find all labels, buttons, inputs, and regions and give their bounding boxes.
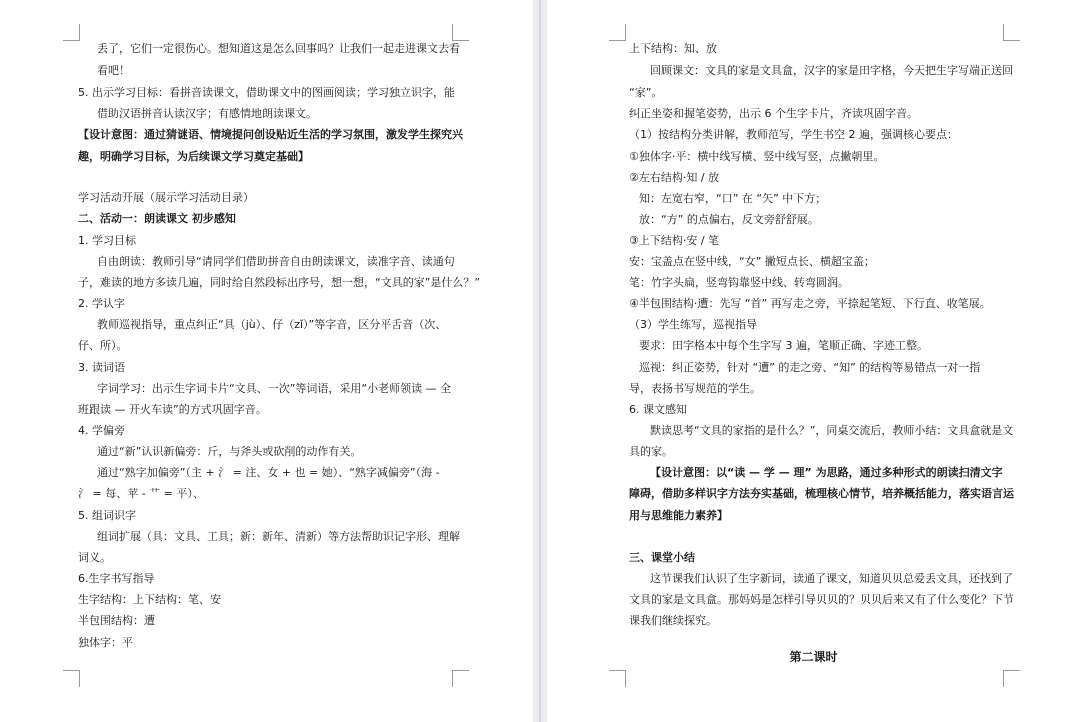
text-line: 丢了，它们一定很伤心。想知道这是怎么回事吗？让我们一起走进课文去看 xyxy=(97,42,460,55)
text-line: （3）学生练写，巡视指导 xyxy=(629,318,757,331)
text-line: 生字结构：上下结构：笔、安 xyxy=(78,593,221,606)
list-item: 6. 课文感知 xyxy=(629,403,687,416)
text-line: 借助汉语拼音认读汉字；有感情地朗读课文。 xyxy=(97,107,317,120)
text-line: 放：“方” 的点偏右，反文旁舒舒展。 xyxy=(639,213,819,226)
text-line: 班跟读 — 开火车读”的方式巩固字音。 xyxy=(78,403,267,416)
section-heading: 学习活动开展（展示学习活动目录） xyxy=(78,191,254,204)
text-line: （1）按结构分类讲解，教师范写，学生书空 2 遍，强调核心要点： xyxy=(629,128,958,141)
text-line: 默读思考“文具的家指的是什么？”，同桌交流后，教师小结：文具盒就是文 xyxy=(650,424,1014,437)
crop-mark-bottom-right xyxy=(452,670,469,687)
list-item: 4. 学偏旁 xyxy=(78,424,125,437)
text-line: ①独体字·平：横中线写横、竖中线写竖，点撇朝里。 xyxy=(629,150,885,163)
text-line: 课我们继续探究。 xyxy=(629,614,717,627)
text-line: 半包围结构：遭 xyxy=(78,614,155,627)
text-line: 纠正坐姿和握笔姿势，出示 6 个生字卡片，齐读巩固字音。 xyxy=(629,107,918,120)
left-page xyxy=(0,0,533,722)
lesson-title: 第二课时 xyxy=(789,650,838,664)
crop-mark-top-right xyxy=(1003,24,1020,41)
text-line: 回顾课文：文具的家是文具盒，汉字的家是田字格，今天把生字写端正送回 xyxy=(650,64,1013,77)
list-item: 1. 学习目标 xyxy=(78,234,136,247)
text-line: 仔、所）。 xyxy=(78,339,128,352)
list-item: 5. 组词识字 xyxy=(78,509,136,522)
text-line: 笔：竹字头扁，竖弯钩靠竖中线、转弯圆润。 xyxy=(629,276,849,289)
text-line: 通过“新”认识新偏旁：斤，与斧头或砍削的动作有关。 xyxy=(97,445,362,458)
text-line: 导，表扬书写规范的学生。 xyxy=(629,382,761,395)
text-line: 巡视：纠正姿势，针对 “遭” 的走之旁、“知” 的结构等易错点一对一指 xyxy=(639,361,981,374)
text-line: 子，难读的地方多读几遍，同时给自然段标出序号，想一想，“文具的家”是什么？” xyxy=(78,276,481,289)
list-item: 3. 读词语 xyxy=(78,361,125,374)
section-heading: 二、活动一：朗读课文 初步感知 xyxy=(78,212,236,225)
text-line: 字词学习：出示生字词卡片“文具、一次”等词语，采用“小老师领读 — 全 xyxy=(97,382,452,395)
design-intent-note: 障碍，借助多样识字方法夯实基础，梳理核心情节，培养概括能力，落实语言运 xyxy=(629,487,1014,500)
text-line: 知：左宽右窄，“口” 在 “矢” 中下方； xyxy=(639,192,827,205)
text-line: “家”。 xyxy=(629,86,663,99)
text-line: 上下结构：知、放 xyxy=(629,42,717,55)
text-line: 安：宝盖点在竖中线，“女” 撇短点长、横超宝盖； xyxy=(629,255,875,268)
text-line: 通过“熟字加偏旁”（主 + 氵 = 注、女 + 也 = 她）、“熟字减偏旁”（海 - xyxy=(97,466,440,479)
text-line: 独体字：平 xyxy=(78,636,133,649)
crop-mark-bottom-left xyxy=(609,670,626,687)
text-line: 要求：田字格本中每个生字写 3 遍，笔顺正确、字迹工整。 xyxy=(639,339,928,352)
design-intent-note: 用与思维能力素养】 xyxy=(629,509,728,522)
text-line: ③上下结构·安 / 笔 xyxy=(629,234,720,247)
text-line: ④半包围结构·遭：先写 “首” 再写走之旁，平捺起笔短、下行直、收笔展。 xyxy=(629,297,991,310)
text-line: 文具的家是文具盒。那妈妈是怎样引导贝贝的？贝贝后来又有了什么变化？下节 xyxy=(629,593,1014,606)
text-line: 5. 出示学习目标：看拼音读课文，借助课文中的图画阅读；学习独立识字，能 xyxy=(78,86,455,99)
text-line: 自由朗读：教师引导“请同学们借助拼音自由朗读课文，读准字音、读通句 xyxy=(97,255,455,268)
page-gutter xyxy=(533,0,547,722)
design-intent-note: 趣，明确学习目标，为后续课文学习奠定基础】 xyxy=(78,150,309,163)
text-line: 氵 = 每、苹 - 艹 = 平）、 xyxy=(78,487,204,500)
text-line: ②左右结构·知 / 放 xyxy=(629,171,720,184)
text-line: 这节课我们认识了生字新词，读通了课文，知道贝贝总爱丢文具，还找到了 xyxy=(650,572,1013,585)
text-line: 看吧！ xyxy=(97,64,130,77)
crop-mark-top-right xyxy=(452,24,469,41)
text-line: 具的家。 xyxy=(629,445,673,458)
design-intent-note: 【设计意图：通过猜谜语、情境提问创设贴近生活的学习氛围，激发学生探究兴 xyxy=(78,128,463,141)
crop-mark-bottom-right xyxy=(1003,670,1020,687)
list-item: 2. 学认字 xyxy=(78,297,125,310)
section-heading: 三、课堂小结 xyxy=(629,551,695,564)
crop-mark-top-left xyxy=(63,24,80,41)
crop-mark-bottom-left xyxy=(63,670,80,687)
text-line: 词义。 xyxy=(78,551,111,564)
design-intent-note: 【设计意图：以“读 — 学 — 理” 为思路，通过多种形式的朗读扫清文字 xyxy=(650,466,1003,479)
crop-mark-top-left xyxy=(609,24,626,41)
text-line: 组词扩展（具：文具、工具；新：新年、清新）等方法帮助识记字形、理解 xyxy=(97,530,460,543)
right-page xyxy=(547,0,1080,722)
text-line: 教师巡视指导，重点纠正“具（jù）、仔（zǐ）”等字音，区分平舌音（次、 xyxy=(97,318,447,331)
list-item: 6.生字书写指导 xyxy=(78,572,155,585)
